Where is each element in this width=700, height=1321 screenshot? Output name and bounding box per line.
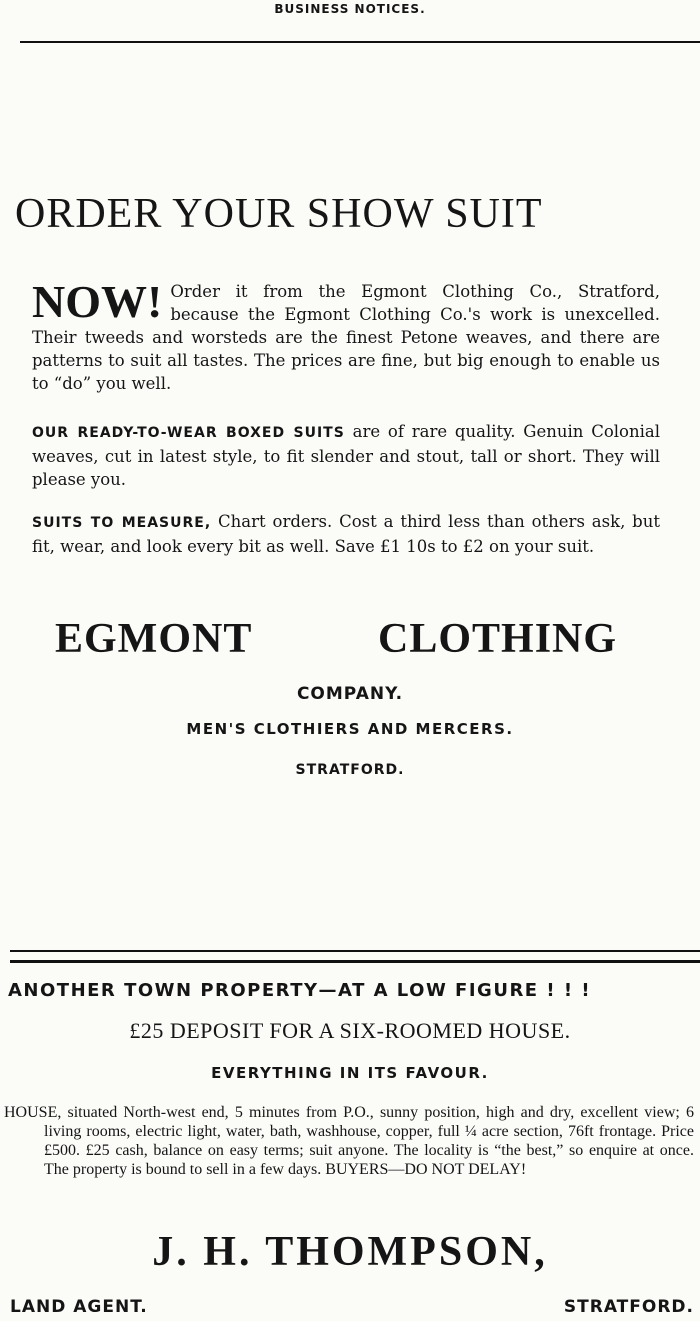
agent-town: STRATFORD.	[563, 1297, 694, 1317]
property-headline: ANOTHER TOWN PROPERTY—AT A LOW FIGURE ! ! !	[8, 980, 592, 1001]
property-tagline: EVERYTHING IN ITS FAVOUR.	[211, 1064, 489, 1082]
firm-trade: MEN'S CLOTHIERS AND MERCERS.	[186, 720, 514, 738]
property-subhead: £25 DEPOSIT FOR A SIX-ROOMED HOUSE.	[129, 1018, 571, 1043]
now-drop-word: NOW!	[32, 276, 163, 327]
measure-lead: SUITS TO MEASURE,	[32, 515, 212, 531]
section-title: BUSINESS NOTICES.	[274, 2, 426, 16]
intro-text: Order it from the Egmont Clothing Co., Stratford, because the Egmont Clothing Co.'s work is unexcelled. Their tweeds and worsteds are the finest Petone weaves, and there are patterns to suit all tastes. The prices are fine, but big enough to enable us to “do” you well.	[32, 282, 660, 393]
measure-paragraph	[32, 510, 660, 558]
property-body-text: HOUSE, situated North-west end, 5 minutes from P.O., sunny position, high and dry, excellent view; 6 living rooms, electric light, water, bath, washhouse, copper, full ¼ acre section, 76ft frontage. Price £500. £25 cash, balance on easy terms; suit anyone. The locality is “the best,” so enquire at once. The property is bound to sell in a few days. BUYERS—DO NOT DELAY!	[4, 1104, 694, 1178]
readymade-lead: OUR READY-TO-WEAR BOXED SUITS	[32, 425, 345, 441]
firm-company: COMPANY.	[296, 684, 404, 704]
agent-name: J. H. THOMPSON,	[152, 1229, 548, 1275]
readymade-text: are of rare quality. Genuin Colonial weaves, cut in latest style, to fit slender and stout, tall or short. They will please you.	[32, 422, 661, 489]
ad-headline: ORDER YOUR SHOW SUIT	[15, 191, 543, 237]
section-rule-bottom	[10, 960, 700, 963]
agent-role: LAND AGENT.	[10, 1297, 148, 1317]
header-rule	[20, 41, 700, 43]
section-rule-top	[10, 950, 700, 952]
firm-town: STRATFORD.	[295, 762, 405, 778]
measure-text: Chart orders. Cost a third less than others ask, but fit, wear, and look every bit as well. Save £1 10s to £2 on your suit.	[32, 512, 661, 556]
property-description	[4, 1103, 694, 1179]
intro-paragraph	[32, 276, 660, 395]
readymade-paragraph	[32, 420, 660, 491]
firm-name-word-1: EGMONT	[55, 616, 253, 662]
firm-name-word-2: CLOTHING	[378, 616, 618, 662]
